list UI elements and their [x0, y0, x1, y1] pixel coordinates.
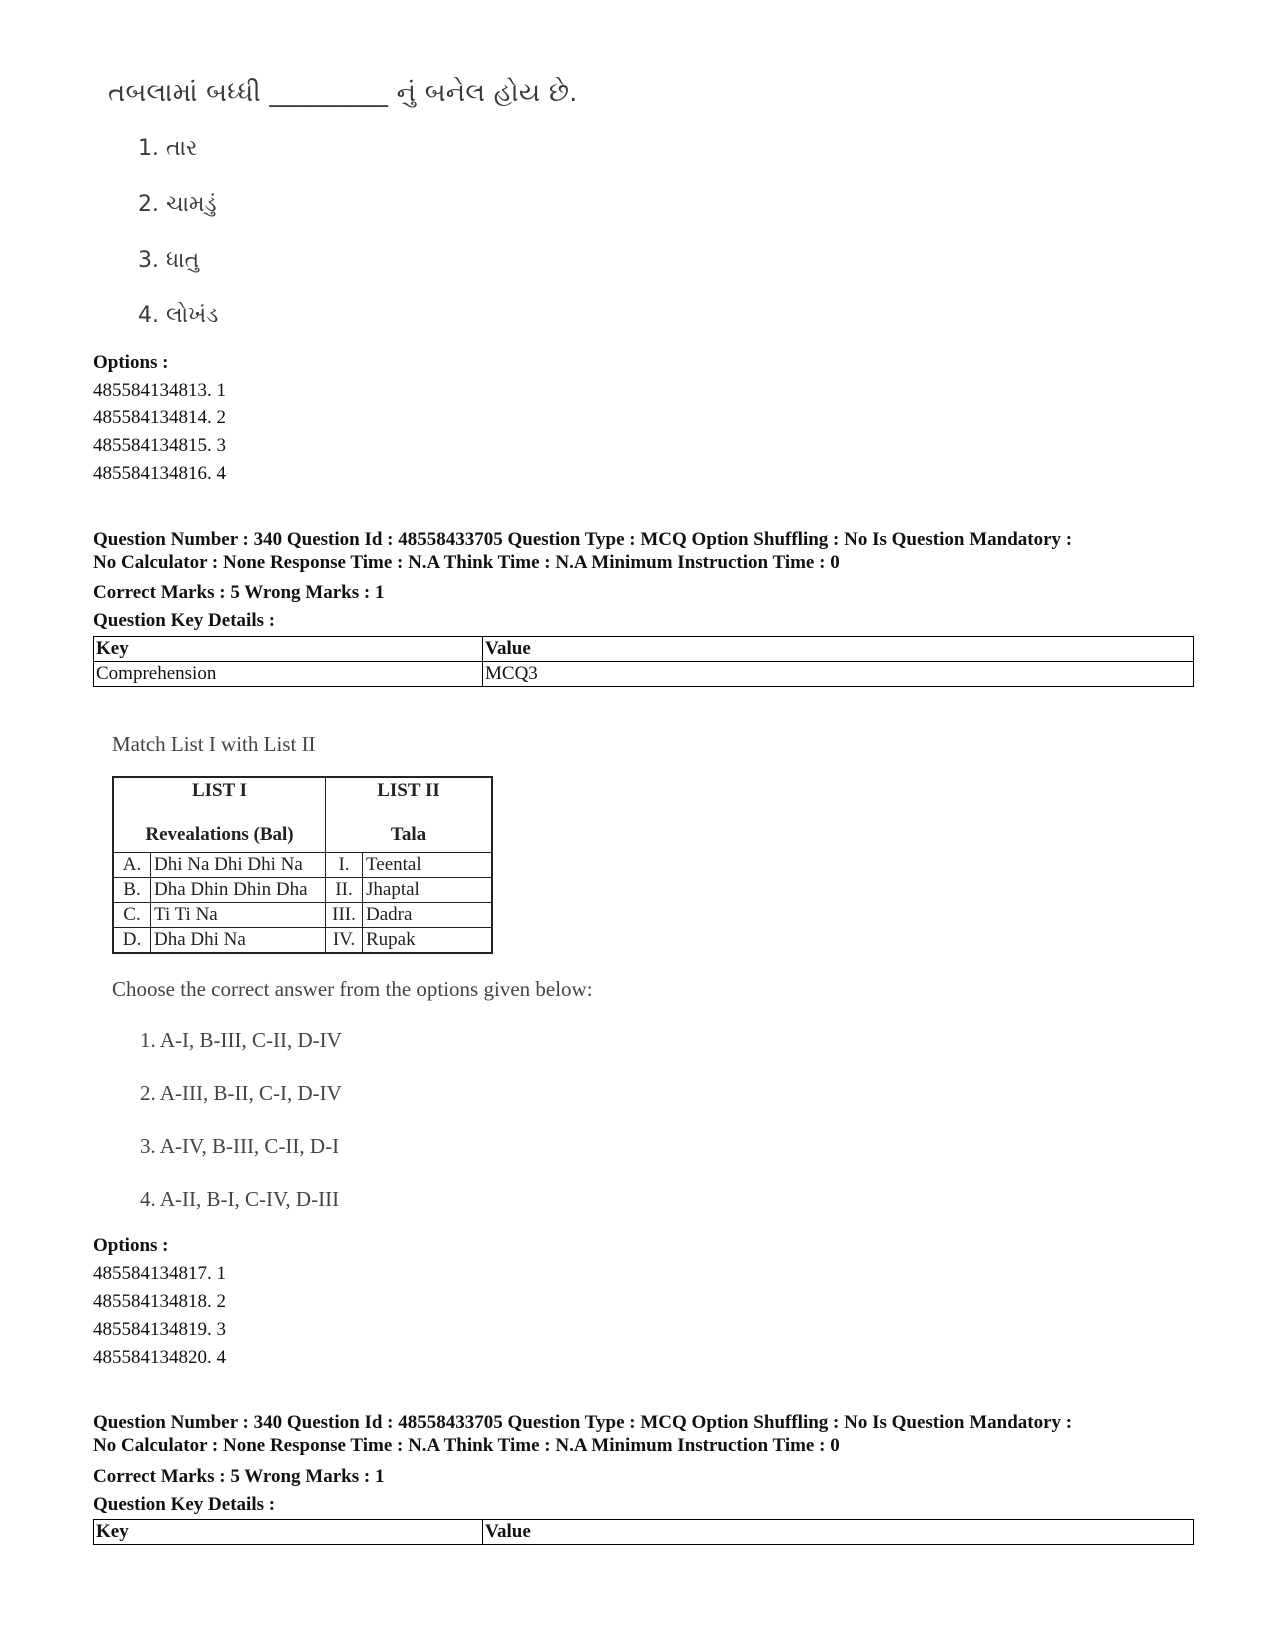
list1-bal: Dha Dhin Dhin Dha — [151, 878, 326, 903]
list1-letter: B. — [113, 878, 151, 903]
list1-bal: Ti Ti Na — [151, 903, 326, 928]
option-id: 485584134817. 1 — [93, 1263, 226, 1284]
question-option-4: 4. લોખંડ — [138, 303, 219, 328]
table-row — [113, 853, 492, 878]
question-header — [93, 528, 1193, 574]
marks-line: Correct Marks : 5 Wrong Marks : 1 — [93, 1466, 385, 1487]
key-details-label: Question Key Details : — [93, 1494, 276, 1515]
question-header-line2: No Calculator : None Response Time : N.A Think Time : N.A Minimum Instruction Time : 0 — [93, 552, 840, 573]
table-row — [113, 878, 492, 903]
option-id: 485584134814. 2 — [93, 407, 226, 428]
question-text-gujarati: તબલામાં બધ્ધી _________ નું બનેલ હોય છે. — [108, 78, 578, 108]
marks-line: Correct Marks : 5 Wrong Marks : 1 — [93, 582, 385, 603]
list1-letter: C. — [113, 903, 151, 928]
table-row — [113, 928, 492, 954]
key-details-label: Question Key Details : — [93, 610, 276, 631]
list2-tala: Dadra — [363, 903, 493, 928]
table-row — [94, 662, 1194, 687]
question-header-line2: No Calculator : None Response Time : N.A Think Time : N.A Minimum Instruction Time : 0 — [93, 1435, 840, 1456]
answer-option-4: 4. A-II, B-I, C-IV, D-III — [140, 1187, 340, 1211]
table-header-row — [94, 1520, 1194, 1545]
option-id: 485584134815. 3 — [93, 435, 226, 456]
list2-title: LIST II — [377, 780, 440, 801]
list2-tala: Rupak — [363, 928, 493, 954]
value-header: Value — [483, 1520, 1194, 1545]
value-header: Value — [483, 637, 1194, 662]
key-value-table — [93, 1519, 1194, 1545]
table-header-row — [94, 637, 1194, 662]
list2-header — [326, 777, 493, 853]
match-list-table — [112, 776, 493, 954]
list2-numeral: IV. — [326, 928, 363, 954]
list1-bal: Dha Dhi Na — [151, 928, 326, 954]
table-row — [113, 903, 492, 928]
question-option-1: 1. તાર — [138, 136, 198, 161]
question-header — [93, 1411, 1193, 1457]
list1-letter: D. — [113, 928, 151, 954]
list1-bal: Dhi Na Dhi Dhi Na — [151, 853, 326, 878]
option-id: 485584134813. 1 — [93, 380, 226, 401]
list1-header — [113, 777, 326, 853]
list2-tala: Teental — [363, 853, 493, 878]
key-value-table — [93, 636, 1194, 687]
question-option-3: 3. ધાતુ — [138, 248, 200, 273]
options-label: Options : — [93, 1235, 169, 1256]
list2-tala: Jhaptal — [363, 878, 493, 903]
key-cell: Comprehension — [94, 662, 483, 687]
list2-numeral: I. — [326, 853, 363, 878]
match-instruction: Match List I with List II — [112, 732, 316, 756]
answer-option-2: 2. A-III, B-II, C-I, D-IV — [140, 1081, 342, 1105]
option-id: 485584134820. 4 — [93, 1347, 226, 1368]
option-id: 485584134816. 4 — [93, 463, 226, 484]
question-header-line1: Question Number : 340 Question Id : 48558433705 Question Type : MCQ Option Shuffling : No Is Question Mandatory : — [93, 529, 1073, 550]
list1-title: LIST I — [191, 780, 248, 801]
option-id: 485584134818. 2 — [93, 1291, 226, 1312]
list2-numeral: II. — [326, 878, 363, 903]
option-id: 485584134819. 3 — [93, 1319, 226, 1340]
answer-option-1: 1. A-I, B-III, C-II, D-IV — [140, 1028, 342, 1052]
value-cell: MCQ3 — [483, 662, 1194, 687]
list1-subtitle: Revealations (Bal) — [145, 824, 294, 845]
list1-letter: A. — [113, 853, 151, 878]
list2-subtitle: Tala — [390, 824, 427, 845]
list2-numeral: III. — [326, 903, 363, 928]
answer-option-3: 3. A-IV, B-III, C-II, D-I — [140, 1134, 340, 1158]
key-header: Key — [94, 1520, 483, 1545]
choose-instruction: Choose the correct answer from the options given below: — [112, 977, 593, 1001]
question-header-line1: Question Number : 340 Question Id : 48558433705 Question Type : MCQ Option Shuffling : No Is Question Mandatory : — [93, 1412, 1073, 1433]
list-header-row — [113, 777, 492, 853]
question-option-2: 2. ચામડું — [138, 192, 217, 217]
key-header: Key — [94, 637, 483, 662]
options-label: Options : — [93, 352, 169, 373]
